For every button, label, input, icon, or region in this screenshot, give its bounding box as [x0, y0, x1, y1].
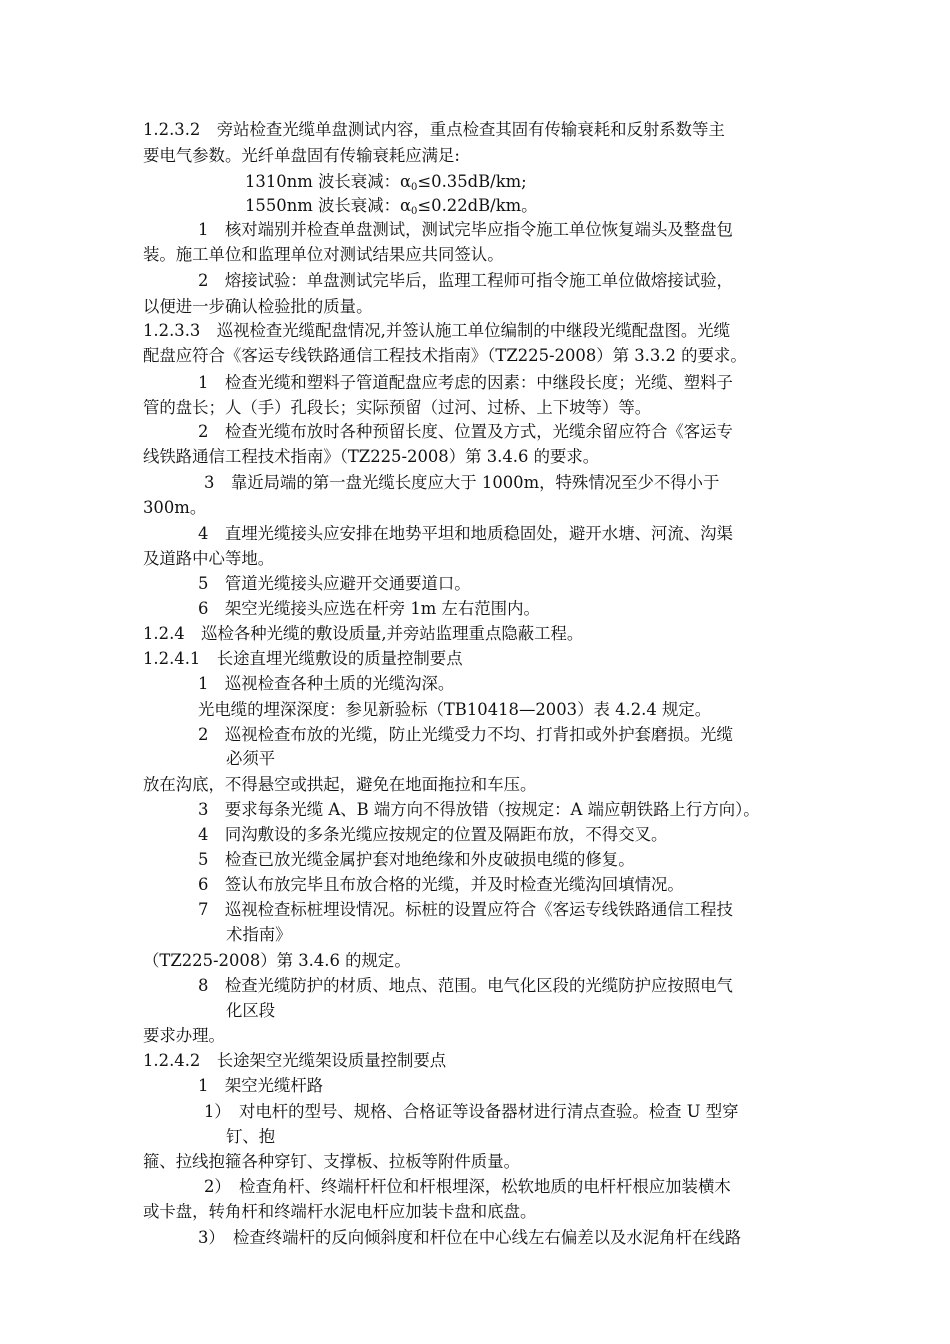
text-line: 3 靠近局端的第一盘光缆长度应大于 1000m，特殊情况至少不得小于 [204, 473, 720, 492]
text-line: 钉、抱 [226, 1127, 276, 1146]
text-line: 2 巡视检查布放的光缆，防止光缆受力不均、打背扣或外护套磨损。光缆 [198, 725, 733, 744]
text-line: 光电缆的埋深深度：参见新验标（TB10418—2003）表 4.2.4 规定。 [198, 700, 712, 719]
text-line: 1.2.4 巡检各种光缆的敷设质量,并旁站监理重点隐蔽工程。 [143, 624, 584, 643]
text-line: 6 架空光缆接头应选在杆旁 1m 左右范围内。 [198, 599, 540, 618]
text-line: 5 检查已放光缆金属护套对地绝缘和外皮破损电缆的修复。 [198, 850, 635, 869]
text-line: 1.2.4.1 长途直埋光缆敷设的质量控制要点 [143, 649, 463, 668]
text-line: 装。施工单位和监理单位对测试结果应共同签认。 [143, 245, 504, 264]
text-line: 线铁路通信工程技术指南》（TZ225-2008）第 3.4.6 的要求。 [143, 447, 600, 466]
text-line: 及道路中心等地。 [143, 549, 275, 568]
text-line: 4 同沟敷设的多条光缆应按规定的位置及隔距布放，不得交叉。 [198, 825, 668, 844]
text-line: 化区段 [226, 1001, 276, 1020]
text-line: 1.2.4.2 长途架空光缆架设质量控制要点 [143, 1051, 447, 1070]
text-line: （TZ225-2008）第 3.4.6 的规定。 [143, 951, 411, 970]
text-line: 放在沟底，不得悬空或拱起，避免在地面拖拉和车压。 [143, 775, 537, 794]
text-line: 管的盘长；人（手）孔段长；实际预留（过河、过桥、上下坡等）等。 [143, 398, 652, 417]
text-line: 1 巡视检查各种土质的光缆沟深。 [198, 674, 455, 693]
text-line: 2 检查光缆布放时各种预留长度、位置及方式，光缆余留应符合《客运专 [198, 422, 733, 441]
text-line: 3） 检查终端杆的反向倾斜度和杆位在中心线左右偏差以及水泥角杆在线路 [198, 1228, 742, 1247]
text-line: 1 架空光缆杆路 [198, 1076, 324, 1095]
text-line: 6 签认布放完毕且布放合格的光缆，并及时检查光缆沟回填情况。 [198, 875, 684, 894]
text-line: 1 核对端别并检查单盘测试，测试完毕应指令施工单位恢复端头及整盘包 [198, 220, 733, 239]
text-line: 1 检查光缆和塑料子管道配盘应考虑的因素：中继段长度；光缆、塑料子 [198, 373, 733, 392]
formula-line: 1310nm 波长衰减：$\alpha_0\le 0.35dB/km$; [245, 172, 527, 193]
text-line: 必须平 [226, 749, 276, 768]
text-line: 3 要求每条光缆 A、B 端方向不得放错（按规定：A 端应朝铁路上行方向）。 [198, 800, 760, 819]
text-line: 300m。 [143, 498, 207, 517]
text-line: 以便进一步确认检验批的质量。 [143, 297, 373, 316]
text-line: 2） 检查角杆、终端杆杆位和杆根埋深，松软地质的电杆杆根应加装横木 [204, 1177, 731, 1196]
text-line: 1.2.3.3 巡视检查光缆配盘情况,并签认施工单位编制的中继段光缆配盘图。光缆 [143, 321, 731, 340]
text-line: 术指南》 [226, 925, 292, 944]
text-line: 5 管道光缆接头应避开交通要道口。 [198, 574, 471, 593]
text-line: 配盘应符合《客运专线铁路通信工程技术指南》（TZ225-2008）第 3.3.2 的要求。 [143, 346, 747, 365]
text-line: 或卡盘，转角杆和终端杆水泥电杆应加装卡盘和底盘。 [143, 1202, 537, 1221]
formula-line: 1550nm 波长衰减：$\alpha_0\le 0.22dB/km$。 [245, 196, 538, 217]
text-line: 8 检查光缆防护的材质、地点、范围。电气化区段的光缆防护应按照电气 [198, 976, 733, 995]
text-line: 2 熔接试验：单盘测试完毕后，监理工程师可指令施工单位做熔接试验， [198, 271, 733, 290]
text-line: 4 直埋光缆接头应安排在地势平坦和地质稳固处，避开水塘、河流、沟渠 [198, 524, 733, 543]
text-line: 要求办理。 [143, 1026, 225, 1045]
text-line: 箍、拉线抱箍各种穿钉、支撑板、拉板等附件质量。 [143, 1152, 520, 1171]
text-line: 1.2.3.2 旁站检查光缆单盘测试内容，重点检查其固有传输衰耗和反射系数等主 [143, 120, 725, 139]
text-line: 要电气参数。光纤单盘固有传输衰耗应满足: [143, 146, 460, 165]
text-line: 7 巡视检查标桩埋设情况。标桩的设置应符合《客运专线铁路通信工程技 [198, 900, 733, 919]
text-line: 1） 对电杆的型号、规格、合格证等设备器材进行清点查验。检查 U 型穿 [204, 1102, 739, 1121]
